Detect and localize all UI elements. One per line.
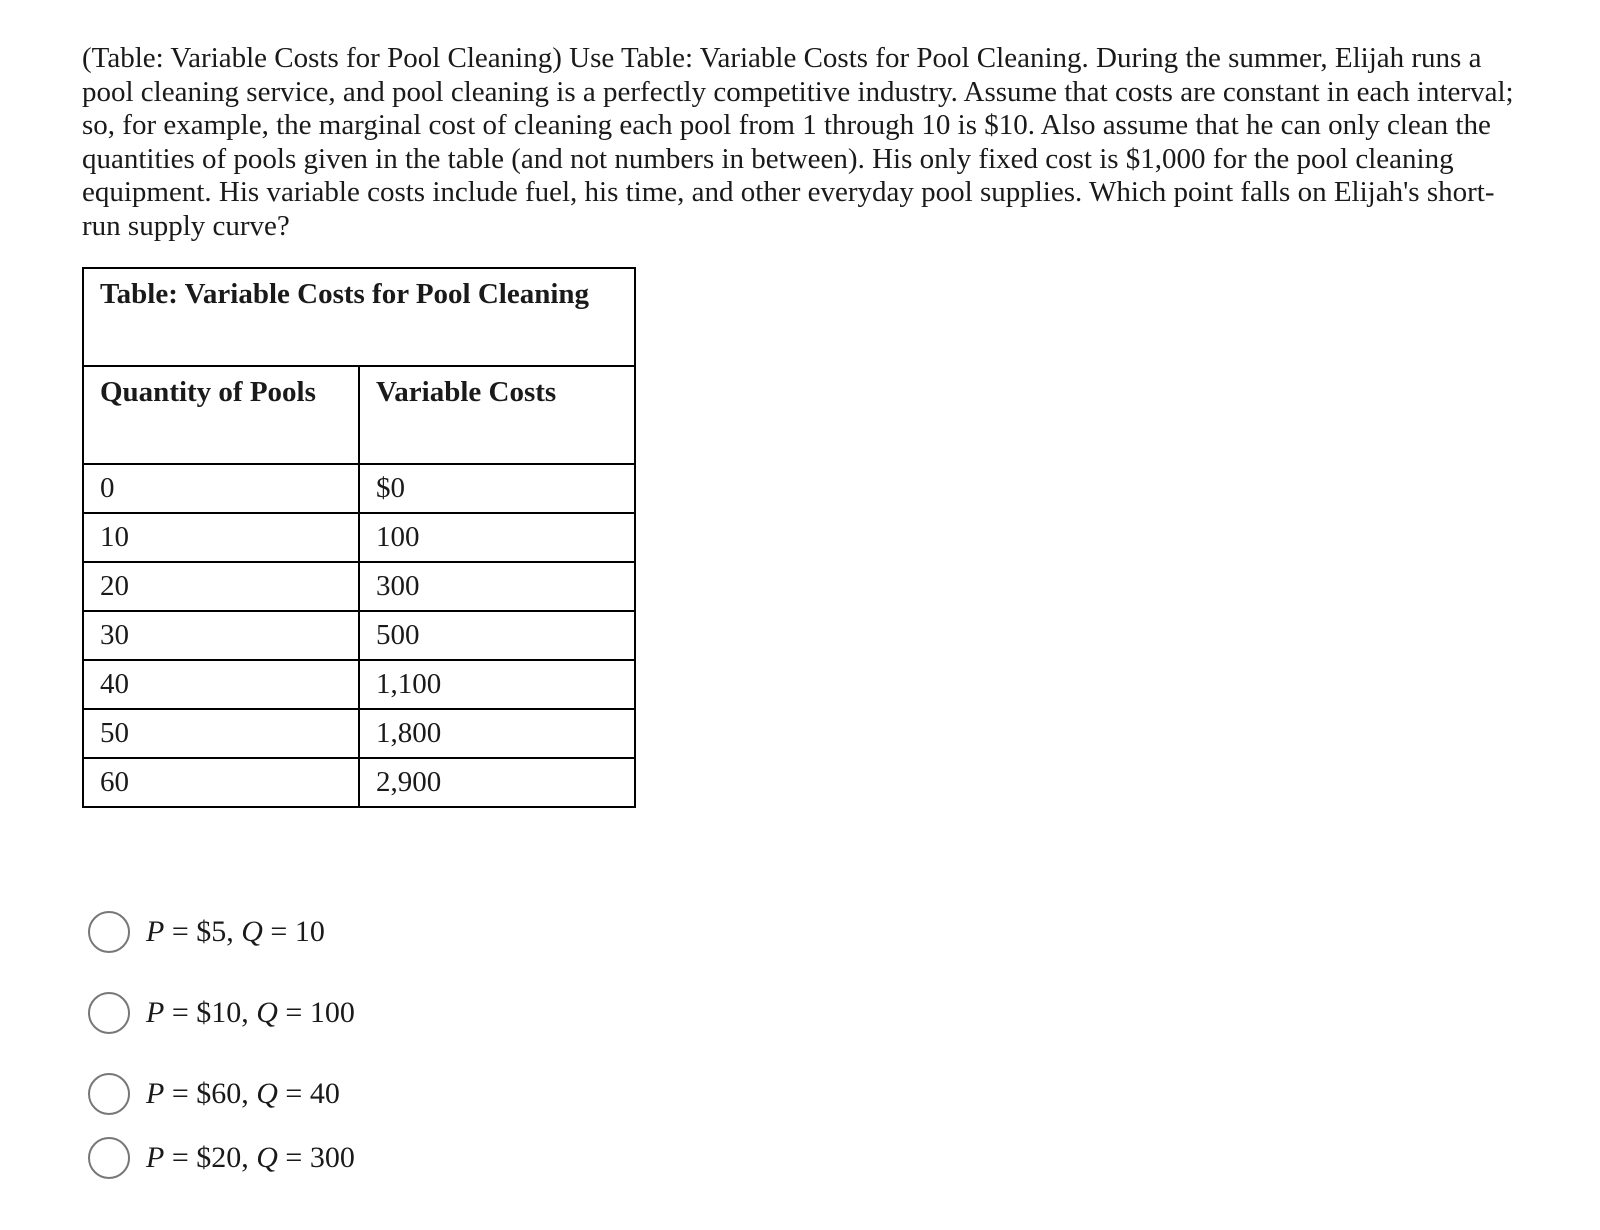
- option-label: P = $5, Q = 10: [146, 915, 325, 948]
- cell-variable-cost: 1,100: [359, 660, 635, 709]
- table-row: [83, 513, 635, 562]
- option-label: P = $20, Q = 300: [146, 1141, 355, 1174]
- cell-variable-cost: 300: [359, 562, 635, 611]
- header-quantity: Quantity of Pools: [83, 366, 359, 464]
- table-header-row: [83, 366, 635, 464]
- cell-variable-cost: 2,900: [359, 758, 635, 807]
- cell-variable-cost: 100: [359, 513, 635, 562]
- answer-option-b[interactable]: [88, 993, 355, 1033]
- table-row: [83, 562, 635, 611]
- table-caption: Table: Variable Costs for Pool Cleaning: [83, 268, 635, 366]
- cell-quantity: 10: [83, 513, 359, 562]
- cell-quantity: 20: [83, 562, 359, 611]
- radio-button[interactable]: [88, 1073, 130, 1115]
- variable-costs-table: [82, 267, 636, 808]
- radio-button[interactable]: [88, 1137, 130, 1179]
- answer-option-a[interactable]: [88, 912, 325, 952]
- option-label: P = $60, Q = 40: [146, 1077, 340, 1110]
- table-caption-row: [83, 268, 635, 366]
- cell-quantity: 30: [83, 611, 359, 660]
- question-text: (Table: Variable Costs for Pool Cleaning) Use Table: Variable Costs for Pool Cleaning. During the summer, Elijah runs a pool cleaning service, and pool cleaning is a perfectly competitive industry. Assume that costs are constant in each interval; so, for example, the marginal cost of cleaning each pool from 1 through 10 is $10. Also assume that he can only clean the quantities of pools given in the table (and not numbers in between). His only fixed cost is $1,000 for the pool cleaning equipment. His variable costs include fuel, his time, and other everyday pool supplies. Which point falls on Elijah's short-run supply curve?: [82, 42, 1514, 242]
- answer-option-c[interactable]: [88, 1074, 340, 1114]
- cell-quantity: 40: [83, 660, 359, 709]
- table-row: [83, 709, 635, 758]
- table-row: [83, 611, 635, 660]
- cell-variable-cost: 1,800: [359, 709, 635, 758]
- table-row: [83, 758, 635, 807]
- cell-variable-cost: $0: [359, 464, 635, 513]
- radio-button[interactable]: [88, 911, 130, 953]
- header-variable-costs: Variable Costs: [359, 366, 635, 464]
- cell-variable-cost: 500: [359, 611, 635, 660]
- option-label: P = $10, Q = 100: [146, 996, 355, 1029]
- cell-quantity: 50: [83, 709, 359, 758]
- cell-quantity: 60: [83, 758, 359, 807]
- cell-quantity: 0: [83, 464, 359, 513]
- answer-option-d[interactable]: [88, 1138, 355, 1178]
- radio-button[interactable]: [88, 992, 130, 1034]
- table-row: [83, 660, 635, 709]
- table-row: [83, 464, 635, 513]
